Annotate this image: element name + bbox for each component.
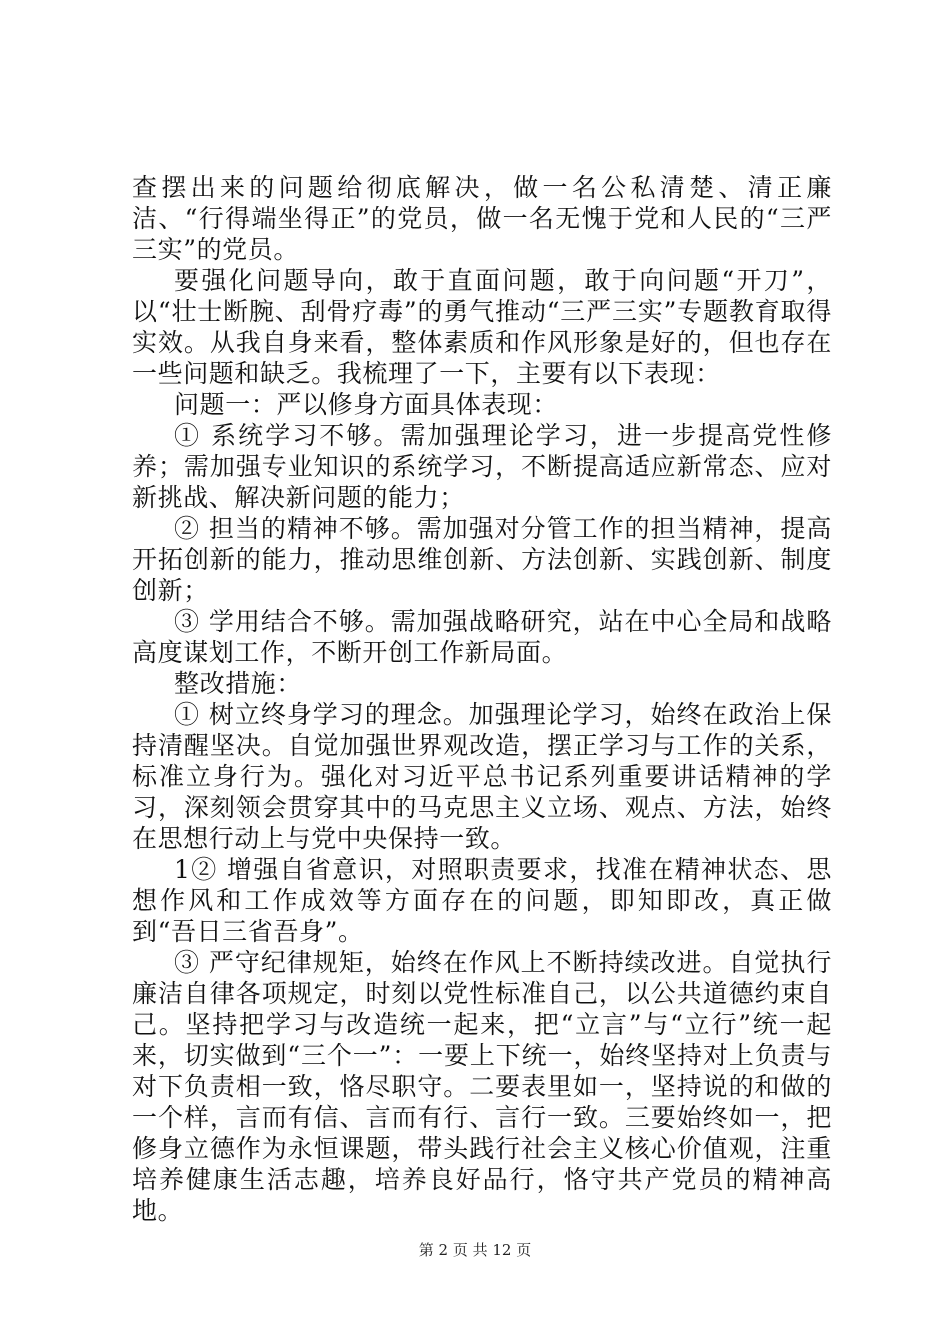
paragraph-continuation: 查摆出来的问题给彻底解决，做一名公私清楚、清正廉洁、“行得端坐得正”的党员，做一名无愧于党和人民的“三严三实”的党员。 xyxy=(132,173,832,264)
page-number-label: 第 2 页 共 12 页 xyxy=(418,1241,532,1259)
paragraph-measure-item-1: ① 树立终身学习的理念。加强理论学习，始终在政治上保持清醒坚决。自觉加强世界观改造，摆正学习与工作的关系，标准立身行为。强化对习近平总书记系列重要讲话精神的学习，深刻领会贯穿其中的马克思主义立场、观点、方法，始终在思想行动上与党中央保持一致。 xyxy=(132,700,832,853)
paragraph-problem-orientation: 要强化问题导向，敢于直面问题，敢于向问题“开刀”，以“壮士断腕、刮骨疗毒”的勇气推动“三严三实”专题教育取得实效。从我自身来看，整体素质和作风形象是好的，但也存在一些问题和缺乏。我梳理了一下，主要有以下表现： xyxy=(132,266,832,388)
paragraph-measure-item-3: ③ 严守纪律规矩，始终在作风上不断持续改进。自觉执行廉洁自律各项规定，时刻以党性标准自己，以公共道德约束自己。坚持把学习与改造统一起来，把“立言”与“立行”统一起来，切实做到“三个一”：一要上下统一，始终坚持对上负责与对下负责相一致，恪尽职守。二要表里如一，坚持说的和做的一个样，言而有信、言而有行、言行一致。三要始终如一，把修身立德作为永恒课题，带头践行社会主义核心价值观，注重培养健康生活志趣，培养良好品行，恪守共产党员的精神高地。 xyxy=(132,948,832,1225)
paragraph-problem-item-1: ① 系统学习不够。需加强理论学习，进一步提高党性修养；需加强专业知识的系统学习，不断提高适应新常态、应对新挑战、解决新问题的能力； xyxy=(132,421,832,512)
document-body xyxy=(132,172,832,1226)
paragraph-problem-one-heading: 问题一：严以修身方面具体表现： xyxy=(174,390,559,419)
page-footer xyxy=(0,1240,950,1260)
paragraph-measures-heading: 整改措施： xyxy=(174,669,303,698)
paragraph-problem-item-2: ② 担当的精神不够。需加强对分管工作的担当精神，提高开拓创新的能力，推动思维创新、方法创新、实践创新、制度创新； xyxy=(132,514,832,605)
paragraph-measure-item-2: 1② 增强自省意识，对照职责要求，找准在精神状态、思想作风和工作成效等方面存在的问题，即知即改，真正做到“吾日三省吾身”。 xyxy=(132,855,832,946)
paragraph-problem-item-3: ③ 学用结合不够。需加强战略研究，站在中心全局和战略高度谋划工作，不断开创工作新局面。 xyxy=(132,607,832,667)
